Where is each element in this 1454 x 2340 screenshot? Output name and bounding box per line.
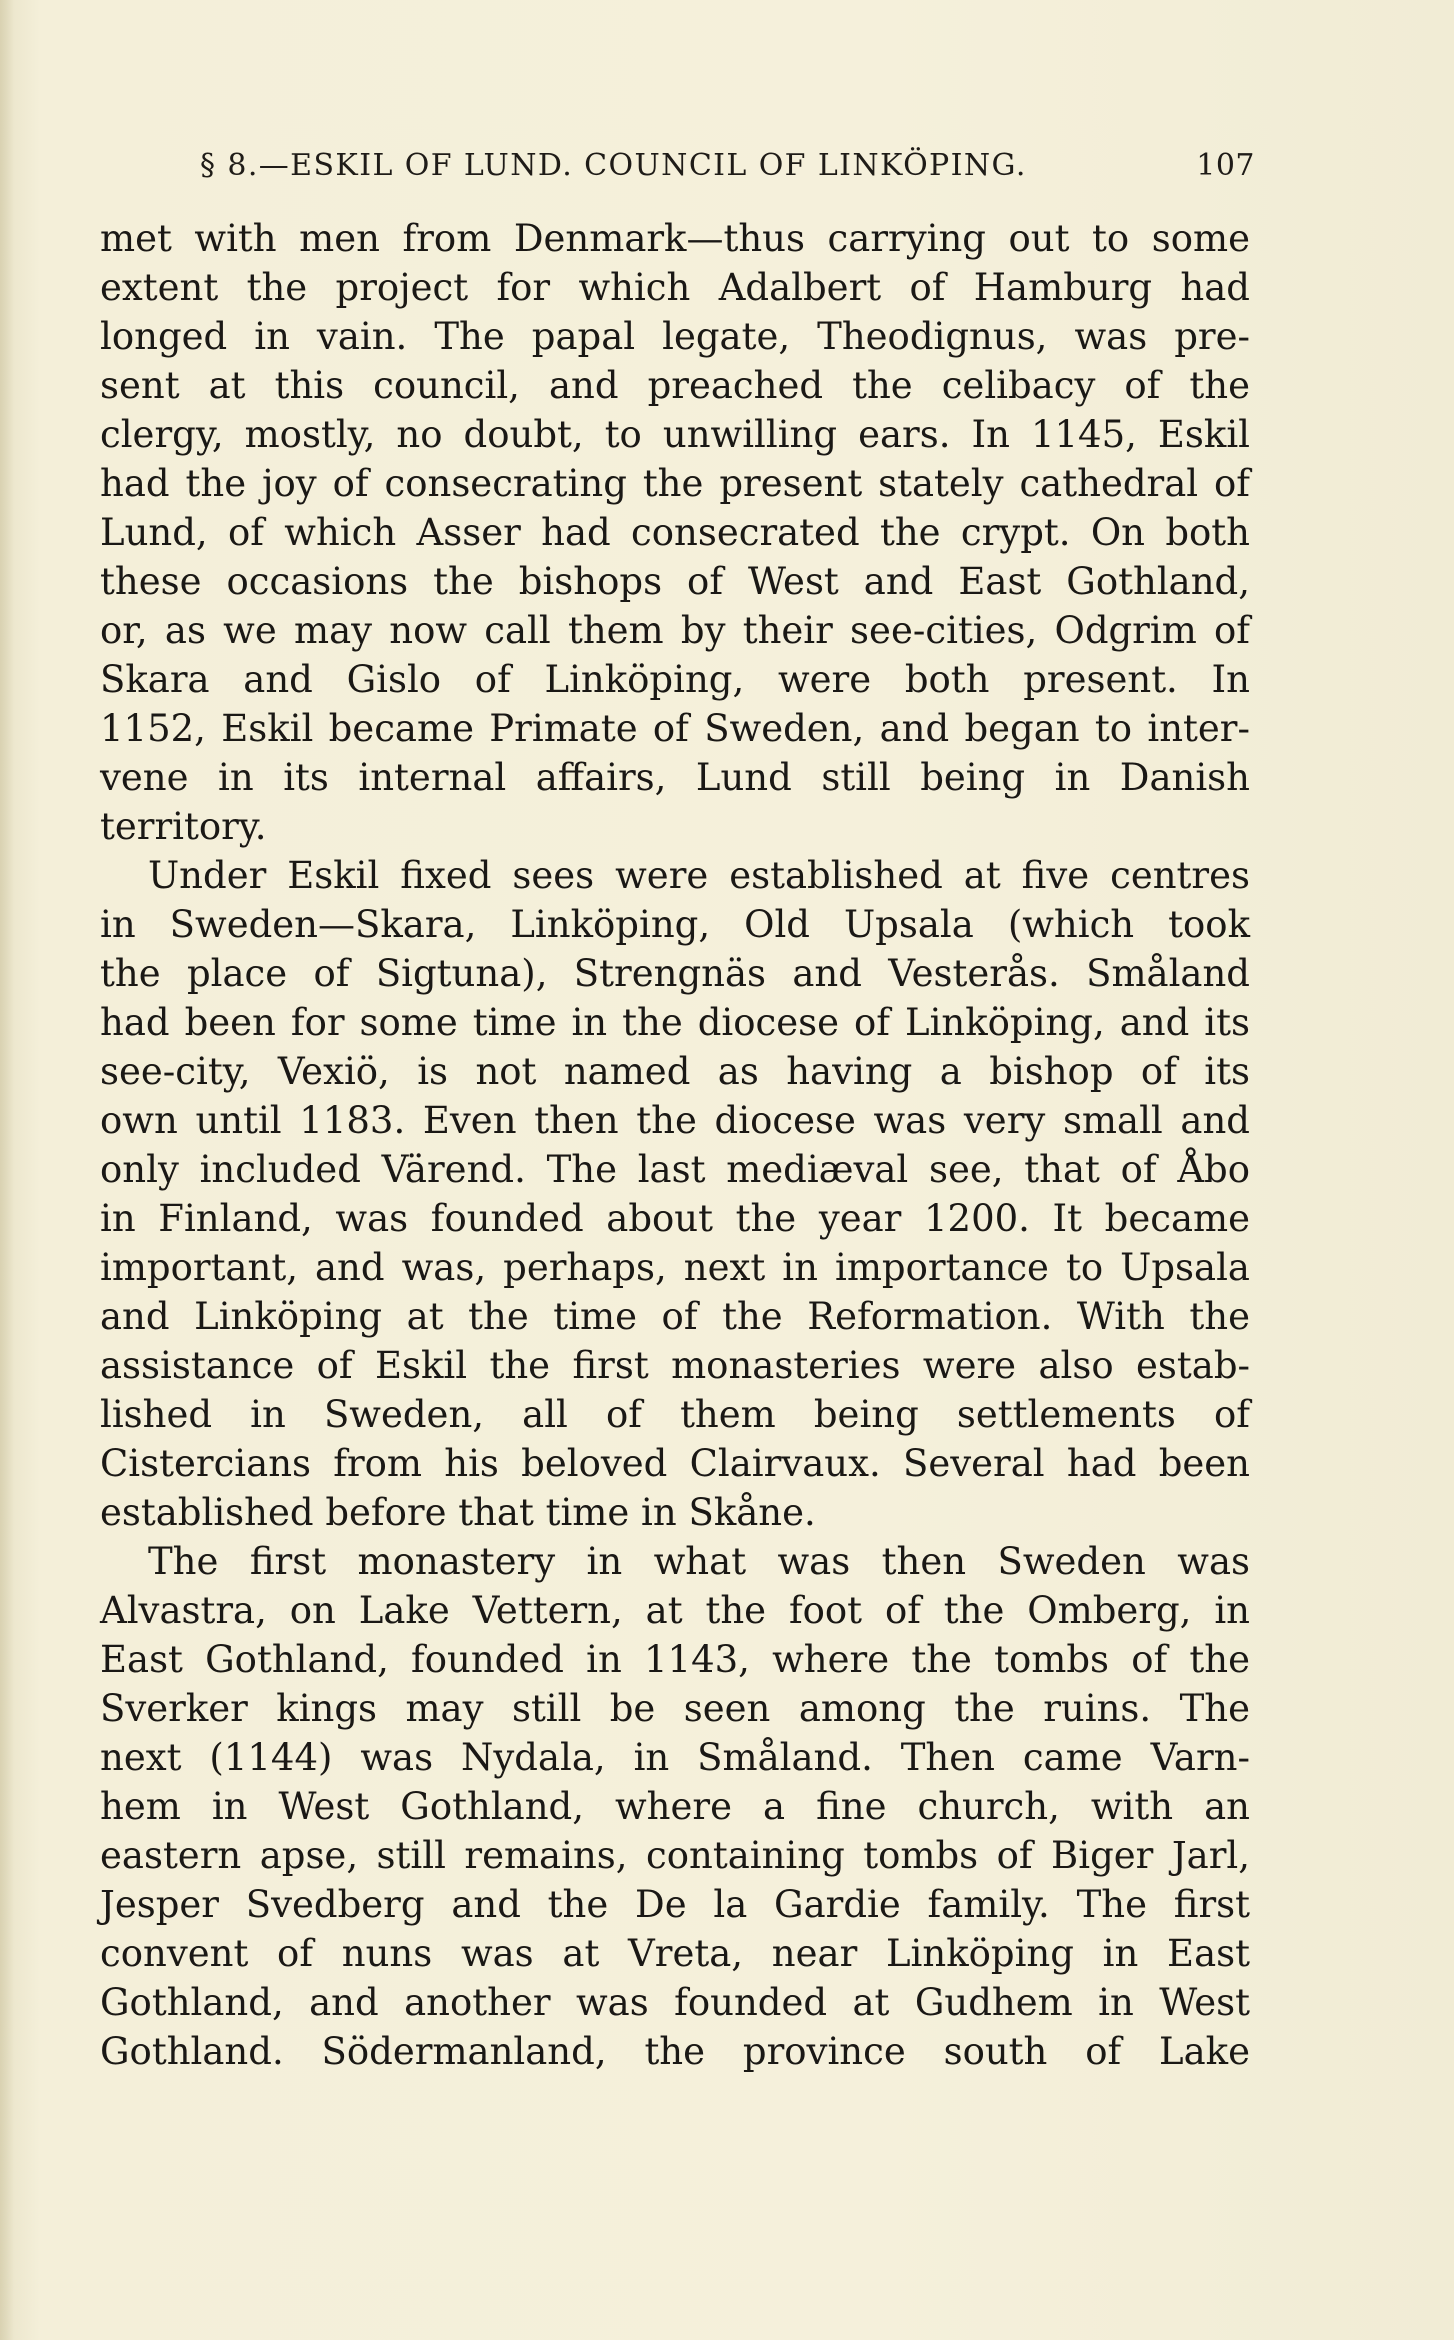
text-line: met with men from Denmark—thus carrying out to some xyxy=(100,217,1250,260)
text-line: established before that time in Skåne. xyxy=(100,1491,816,1534)
text-line: Skara and Gislo of Linköping, were both present. In xyxy=(100,658,1250,701)
text-line: assistance of Eskil the first monasteries were also estab- xyxy=(100,1344,1250,1387)
text-line: convent of nuns was at Vreta, near Linköping in East xyxy=(100,1932,1250,1975)
text-line: only included Värend. The last mediæval see, that of Åbo xyxy=(100,1148,1250,1191)
text-line: territory. xyxy=(100,805,267,848)
text-line: vene in its internal affairs, Lund still being in Danish xyxy=(100,756,1250,799)
paragraph-2 xyxy=(100,851,1250,1537)
text-line: Under Eskil fixed sees were established at five centres xyxy=(148,854,1250,897)
text-line: the place of Sigtuna), Strengnäs and Vesterås. Småland xyxy=(100,952,1250,995)
text-line: eastern apse, still remains, containing tombs of Biger Jarl, xyxy=(100,1834,1250,1877)
text-line: East Gothland, founded in 1143, where the tombs of the xyxy=(100,1638,1250,1681)
text-line: important, and was, perhaps, next in importance to Upsala xyxy=(100,1246,1250,1289)
text-line: longed in vain. The papal legate, Theodignus, was pre- xyxy=(100,315,1250,358)
text-line: see-city, Vexiö, is not named as having a bishop of its xyxy=(100,1050,1250,1093)
body-text xyxy=(100,214,1250,2076)
text-line: Lund, of which Asser had consecrated the crypt. On both xyxy=(100,511,1250,554)
paragraph-3 xyxy=(100,1537,1250,2076)
text-line: these occasions the bishops of West and East Gothland, xyxy=(100,560,1250,603)
text-line: own until 1183. Even then the diocese was very small and xyxy=(100,1099,1250,1142)
page-header xyxy=(200,148,1255,192)
text-line: 1152, Eskil became Primate of Sweden, and began to inter- xyxy=(100,707,1250,750)
text-line: Gothland, and another was founded at Gudhem in West xyxy=(100,1981,1250,2024)
text-line: or, as we may now call them by their see-cities, Odgrim of xyxy=(100,609,1250,652)
page-binding-edge xyxy=(0,0,14,2340)
text-line: Jesper Svedberg and the De la Gardie family. The first xyxy=(100,1883,1250,1926)
text-line: in Sweden—Skara, Linköping, Old Upsala (which took xyxy=(100,903,1250,946)
text-line: Gothland. Södermanland, the province south of Lake xyxy=(100,2030,1250,2073)
text-line: had the joy of consecrating the present stately cathedral of xyxy=(100,462,1250,505)
text-line: and Linköping at the time of the Reformation. With the xyxy=(100,1295,1250,1338)
page-number: 107 xyxy=(1196,148,1255,183)
text-line: The first monastery in what was then Sweden was xyxy=(148,1540,1250,1583)
text-line: had been for some time in the diocese of Linköping, and its xyxy=(100,1001,1250,1044)
text-line: hem in West Gothland, where a fine church, with an xyxy=(100,1785,1250,1828)
text-line: in Finland, was founded about the year 1200. It became xyxy=(100,1197,1250,1240)
running-head: § 8.—ESKIL OF LUND. COUNCIL OF LINKÖPING. xyxy=(200,148,1027,183)
text-line: lished in Sweden, all of them being settlements of xyxy=(100,1393,1250,1436)
text-line: Sverker kings may still be seen among the ruins. The xyxy=(100,1687,1250,1730)
text-line: sent at this council, and preached the celibacy of the xyxy=(100,364,1250,407)
text-line: Cistercians from his beloved Clairvaux. Several had been xyxy=(100,1442,1250,1485)
text-line: extent the project for which Adalbert of Hamburg had xyxy=(100,266,1250,309)
text-line: next (1144) was Nydala, in Småland. Then came Varn- xyxy=(100,1736,1250,1779)
paragraph-1 xyxy=(100,214,1250,851)
text-line: Alvastra, on Lake Vettern, at the foot of the Omberg, in xyxy=(100,1589,1250,1632)
text-line: clergy, mostly, no doubt, to unwilling ears. In 1145, Eskil xyxy=(100,413,1250,456)
